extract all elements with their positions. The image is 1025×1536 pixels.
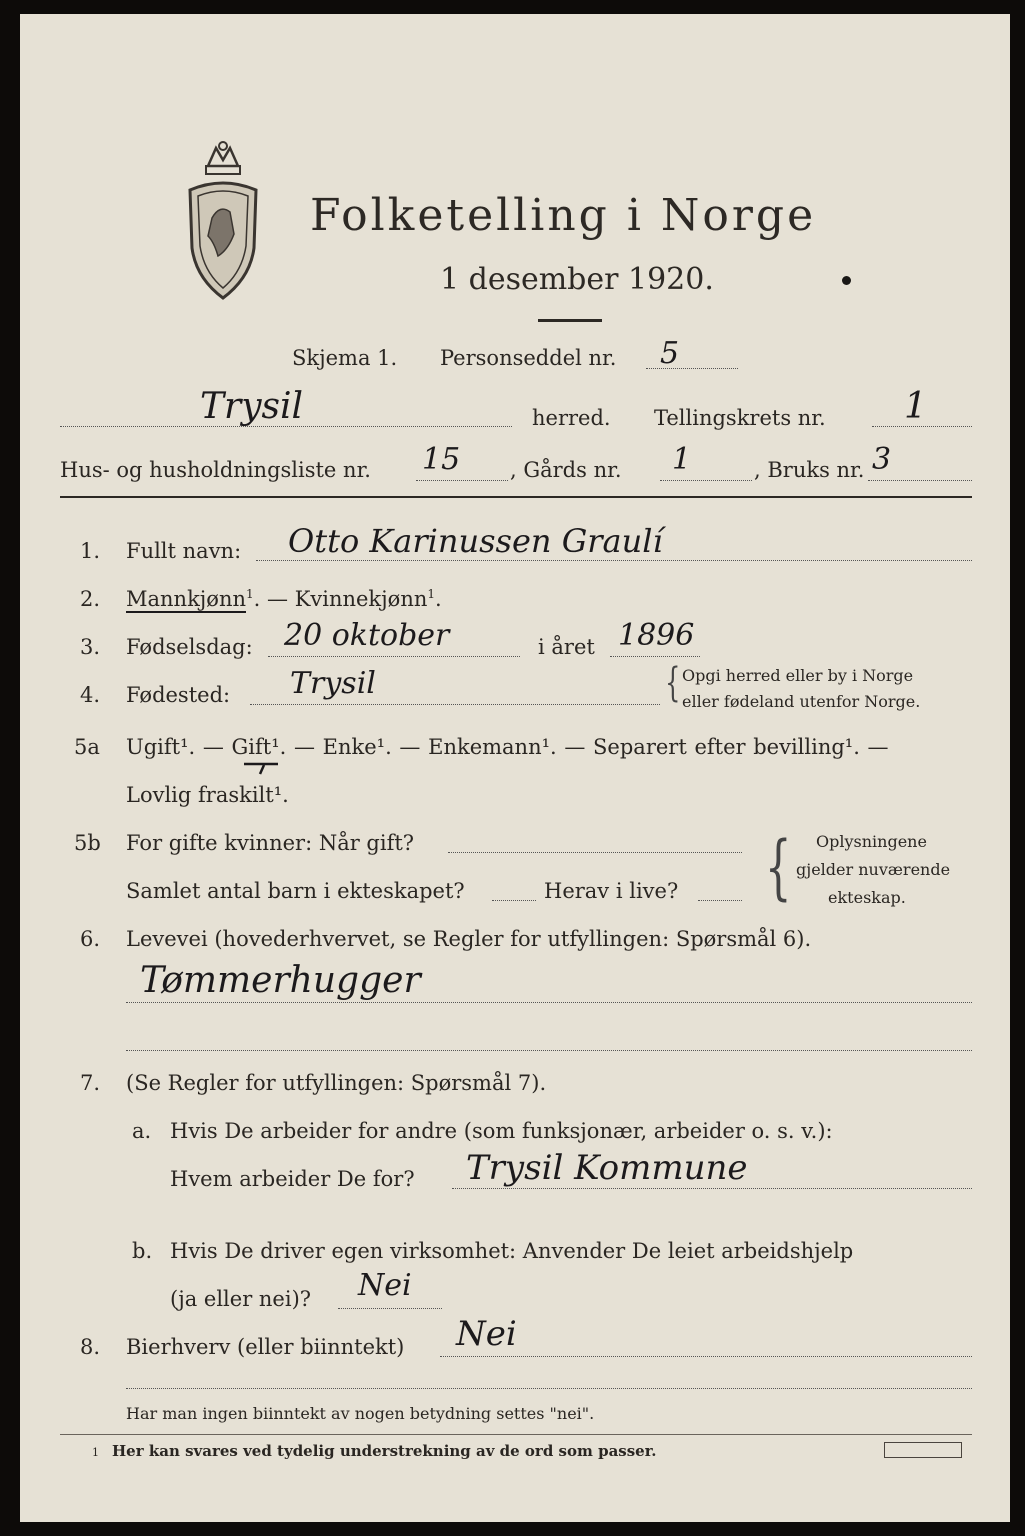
q5a-line-1: Ugift¹. — Gift¹. — Enke¹. — Enkemann¹. — Separert efter bevilling¹. — bbox=[126, 735, 889, 759]
footnote-number: 1 bbox=[92, 1446, 99, 1459]
form-date: 1 desember 1920. bbox=[440, 262, 714, 297]
q3-line bbox=[268, 656, 520, 657]
q7a-line-1: Hvis De arbeider for andre (som funksjonær, arbeider o. s. v.): bbox=[170, 1119, 833, 1143]
q1-number: 1. bbox=[80, 539, 101, 563]
q2-male: Mannkjønn bbox=[126, 587, 247, 611]
q4-brace: { bbox=[665, 660, 681, 706]
footer-note: Har man ingen biinntekt av nogen betydning settes "nei". bbox=[126, 1404, 595, 1423]
bruks-value: 3 bbox=[872, 442, 892, 477]
q7a-letter: a. bbox=[132, 1119, 152, 1143]
q7-number: 7. bbox=[80, 1071, 101, 1095]
q4-line bbox=[250, 704, 660, 705]
q3-year-line bbox=[610, 656, 700, 657]
q8-value: Nei bbox=[456, 1314, 517, 1354]
q5b-note-2: gjelder nuværende bbox=[796, 860, 951, 879]
coat-of-arms-icon bbox=[178, 138, 268, 308]
tellingskrets-label: Tellingskrets nr. bbox=[654, 406, 826, 430]
tellingskrets-line bbox=[872, 426, 972, 427]
q7b-line bbox=[338, 1308, 442, 1309]
herred-line bbox=[60, 426, 512, 427]
herred-label: herred. bbox=[532, 406, 611, 430]
q8-number: 8. bbox=[80, 1335, 101, 1359]
q5b-line-1: For gifte kvinner: Når gift? bbox=[126, 831, 415, 855]
herred-value: Trysil bbox=[200, 386, 304, 427]
form-title: Folketelling i Norge bbox=[310, 190, 817, 241]
personseddel-value: 5 bbox=[660, 336, 680, 371]
q3-year-value: 1896 bbox=[618, 618, 695, 653]
gift-underline-mark bbox=[242, 760, 282, 776]
q7a-line-2: Hvem arbeider De for? bbox=[170, 1167, 415, 1191]
hus-value: 15 bbox=[422, 442, 461, 477]
q5b-alive-line bbox=[698, 900, 742, 901]
q5b-number: 5b bbox=[74, 831, 101, 855]
q6-line-2 bbox=[126, 1050, 972, 1051]
title-divider bbox=[538, 319, 602, 322]
q4-value: Trysil bbox=[290, 666, 376, 701]
q2-number: 2. bbox=[80, 587, 101, 611]
q7b-line-2: (ja eller nei)? bbox=[170, 1287, 312, 1311]
printer-stamp bbox=[884, 1442, 962, 1458]
q3-label: Fødselsdag: bbox=[126, 635, 253, 659]
census-form-page bbox=[20, 14, 1010, 1522]
q8-label: Bierhverv (eller biinntekt) bbox=[126, 1335, 405, 1359]
gards-label: , Gårds nr. bbox=[510, 458, 622, 482]
bruks-line bbox=[868, 480, 972, 481]
q5a-line-2: Lovlig fraskilt¹. bbox=[126, 783, 289, 807]
q3-value: 20 oktober bbox=[284, 618, 450, 653]
q4-note-2: eller fødeland utenfor Norge. bbox=[682, 692, 921, 711]
q7b-letter: b. bbox=[132, 1239, 153, 1263]
q4-note-1: Opgi herred eller by i Norge bbox=[682, 666, 914, 685]
hus-label: Hus- og husholdningsliste nr. bbox=[60, 458, 371, 482]
q7a-line bbox=[452, 1188, 972, 1189]
q8-line-2 bbox=[126, 1388, 972, 1389]
q1-value: Otto Karinussen Graulí bbox=[288, 522, 663, 560]
q3-year-label: i året bbox=[538, 635, 595, 659]
q7-label: (Se Regler for utfyllingen: Spørsmål 7). bbox=[126, 1071, 547, 1095]
q8-line bbox=[440, 1356, 972, 1357]
q2-options bbox=[126, 587, 442, 611]
q2-sup-female: 1 bbox=[427, 587, 436, 601]
q6-line-1 bbox=[126, 1002, 972, 1003]
q4-number: 4. bbox=[80, 683, 101, 707]
personseddel-line bbox=[646, 368, 738, 369]
bruks-label: , Bruks nr. bbox=[754, 458, 865, 482]
q2-end: . bbox=[435, 587, 442, 611]
q6-label: Levevei (hovederhvervet, se Regler for utfyllingen: Spørsmål 6). bbox=[126, 927, 812, 951]
q6-number: 6. bbox=[80, 927, 101, 951]
q4-label: Fødested: bbox=[126, 683, 231, 707]
header-rule bbox=[60, 496, 972, 498]
q2-sup-male: 1 bbox=[246, 587, 254, 601]
q3-number: 3. bbox=[80, 635, 101, 659]
q5a-number: 5a bbox=[74, 735, 100, 759]
q5b-line-2b: Herav i live? bbox=[544, 879, 679, 903]
q5b-line-2a: Samlet antal barn i ekteskapet? bbox=[126, 879, 465, 903]
q5b-note-3: ekteskap. bbox=[828, 888, 906, 907]
q6-value: Tømmerhugger bbox=[140, 960, 421, 1001]
ink-dot bbox=[842, 276, 851, 285]
footnote-text: Her kan svares ved tydelig understrekning av de ord som passer. bbox=[112, 1442, 657, 1460]
schema-label: Skjema 1. bbox=[292, 346, 398, 370]
q5b-when-line bbox=[448, 852, 742, 853]
footer-rule bbox=[60, 1434, 972, 1435]
gards-line bbox=[660, 480, 752, 481]
q2-separator: . — bbox=[253, 587, 295, 611]
gards-value: 1 bbox=[672, 442, 692, 477]
q7a-value: Trysil Kommune bbox=[466, 1148, 748, 1188]
q2-female: Kvinnekjønn bbox=[294, 587, 428, 611]
q5b-children-line bbox=[492, 900, 536, 901]
q1-label: Fullt navn: bbox=[126, 539, 242, 563]
tellingskrets-value: 1 bbox=[904, 386, 927, 427]
personseddel-label: Personseddel nr. bbox=[440, 346, 617, 370]
q1-line bbox=[256, 560, 972, 561]
q7b-value: Nei bbox=[358, 1268, 412, 1303]
hus-line bbox=[416, 480, 508, 481]
q5b-brace: { bbox=[764, 826, 792, 908]
q7b-line-1: Hvis De driver egen virksomhet: Anvender De leiet arbeidshjelp bbox=[170, 1239, 854, 1263]
q5b-note-1: Oplysningene bbox=[816, 832, 927, 851]
